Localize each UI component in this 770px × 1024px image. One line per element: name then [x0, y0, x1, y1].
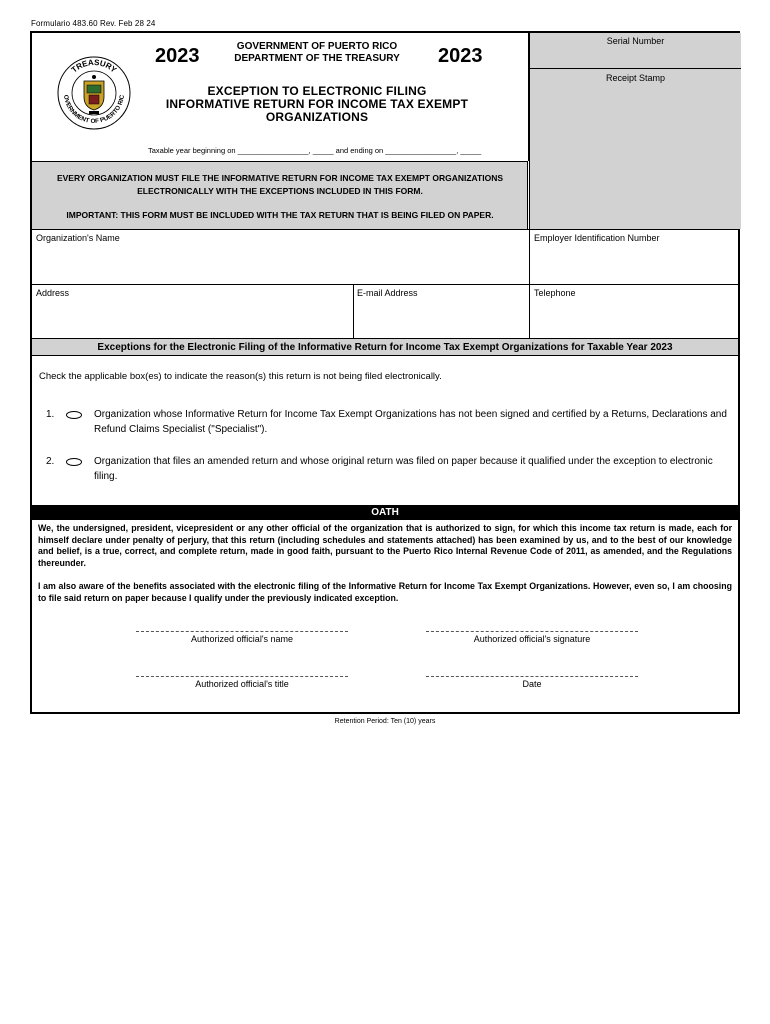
date-label: Date	[522, 679, 542, 689]
official-signature-label: Authorized official's signature	[473, 634, 591, 644]
check-instruction: Check the applicable box(es) to indicate the reason(s) this return is not being filed electronically.	[39, 371, 442, 382]
item-number: 1.	[46, 409, 55, 420]
seal-top-text: TREASURY	[69, 57, 119, 75]
official-signature-field[interactable]	[426, 631, 638, 644]
official-name-label: Authorized official's name	[190, 634, 294, 644]
year-right: 2023	[438, 45, 483, 67]
official-name-field[interactable]	[136, 631, 348, 644]
government-name	[222, 41, 412, 65]
official-title-label: Authorized official's title	[195, 679, 289, 689]
oath-paragraph-1: We, the undersigned, president, vicepresident or any other official of the organization that is authorized to sign, for which this income tax return is made, each for himself declare under penalty of perjury, that this return (including schedules and statements attached) has been examined by us, and to the best of our knowledge and belief, is a true, correct, and complete return, made in good faith, pursuant to the Puerto Rico Internal Revenue Code of 2011, as amended, and the Regulations thereunder.	[38, 523, 732, 568]
retention-period: Retention Period: Ten (10) years	[334, 718, 436, 725]
title-line-2: INFORMATIVE RETURN FOR INCOME TAX EXEMPT	[165, 97, 469, 111]
exception-1-checkbox[interactable]	[66, 411, 82, 419]
notice-band	[32, 161, 528, 229]
organization-row	[32, 229, 738, 285]
exception-line: Refund Claims Specialist ("Specialist").	[94, 424, 268, 435]
exception-1-text	[94, 407, 739, 437]
receipt-stamp-label: Receipt Stamp	[605, 73, 666, 83]
department-line: DEPARTMENT OF THE TREASURY	[234, 53, 400, 64]
contact-row	[32, 284, 738, 339]
oath-paragraph-2: I am also aware of the benefits associated with the electronic filing of the Informative Return for Income Tax Exempt Organizations. However, even so, I am choosing to file said return on paper because I qualify under the previously indicated exception.	[38, 581, 732, 603]
official-title-field[interactable]	[136, 676, 348, 689]
address-field[interactable]: Address	[36, 288, 70, 298]
seal-bottom-text: OVERNMENT OF PUERTO RIC	[62, 94, 126, 126]
exception-line: Organization whose Informative Return for Income Tax Exempt Organizations has not been signed and certified by a Returns, Declarations and	[94, 409, 727, 420]
serial-number-label: Serial Number	[530, 33, 741, 69]
government-line: GOVERNMENT OF PUERTO RICO	[236, 41, 398, 52]
item-number: 2.	[46, 456, 55, 467]
exception-line: filing.	[94, 471, 118, 482]
exception-2-checkbox[interactable]	[66, 458, 82, 466]
title-line-3: ORGANIZATIONS	[265, 110, 369, 124]
important-note: IMPORTANT: THIS FORM MUST BE INCLUDED WITH THE TAX RETURN THAT IS BEING FILED ON PAPER.	[66, 210, 494, 220]
exception-2-text	[94, 454, 739, 484]
form-title	[152, 85, 482, 124]
date-field[interactable]	[426, 676, 638, 689]
form-header	[32, 33, 529, 161]
treasury-seal-icon	[56, 55, 132, 131]
oath-heading: OATH	[32, 505, 738, 520]
year-left: 2023	[155, 45, 200, 67]
exceptions-heading: Exceptions for the Electronic Filing of the Informative Return for Income Tax Exempt Organizations for Taxable Year 2023	[32, 338, 738, 356]
org-name-field[interactable]: Organization's Name	[36, 233, 120, 243]
email-field[interactable]: E-mail Address	[357, 288, 418, 298]
telephone-field[interactable]: Telephone	[534, 288, 576, 298]
title-line-1: EXCEPTION TO ELECTRONIC FILING	[207, 84, 427, 98]
notice-line-1: EVERY ORGANIZATION MUST FILE THE INFORMATIVE RETURN FOR INCOME TAX EXEMPT ORGANIZATIONS	[56, 173, 504, 183]
form-number: Formulario 483.60 Rev. Feb 28 24	[31, 19, 156, 28]
taxable-year-field[interactable]: Taxable year beginning on _________________, _____ and ending on _________________, _____	[148, 146, 482, 155]
exception-line: Organization that files an amended return and whose original return was filed on paper because it qualified under the exception to electronic	[94, 456, 713, 467]
ein-field[interactable]: Employer Identification Number	[534, 233, 660, 243]
notice-line-2: ELECTRONICALLY WITH THE EXCEPTIONS INCLUDED IN THIS FORM.	[137, 186, 423, 196]
form-container	[30, 31, 740, 714]
notice-text	[32, 172, 528, 198]
office-use-column	[529, 33, 741, 229]
